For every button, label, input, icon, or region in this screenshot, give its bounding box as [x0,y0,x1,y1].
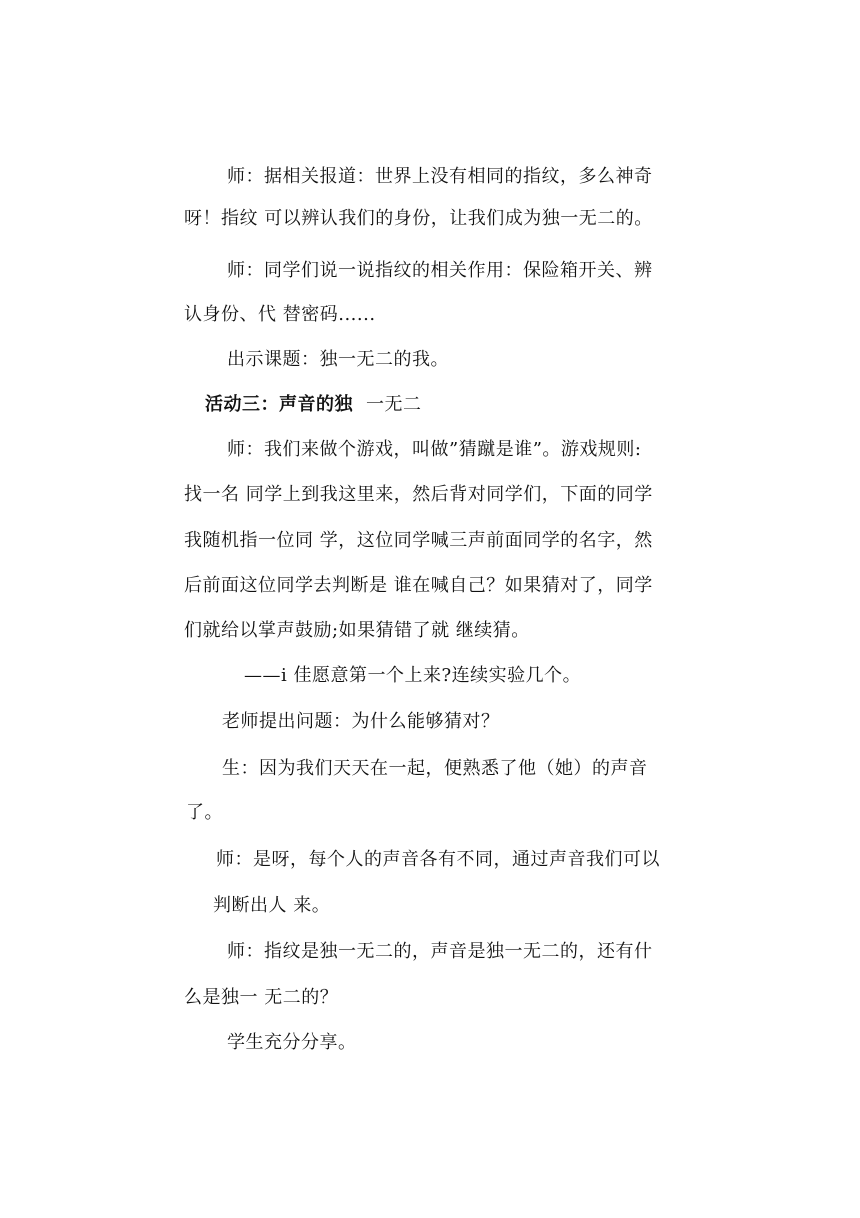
paragraph-line: 判断出人 来。 [213,895,331,916]
section-heading: 活动三：声音的独 [205,394,353,415]
paragraph-line: 师：指纹是独一无二的，声音是独一无二的，还有什 [227,941,653,962]
paragraph-line: 师：同学们说一说指纹的相关作用：保险箱开关、辨 [227,260,653,281]
paragraph-line: 生：因为我们天天在一起，便熟悉了他（她）的声音 [222,758,648,779]
paragraph-line: 么是独一 无二的？ [184,987,339,1008]
paragraph-line: 师：据相关报道：世界上没有相同的指纹，多么神奇 [227,166,653,187]
paragraph-line: 了。 [186,802,223,823]
section-heading-tail: 一无二 [366,394,422,415]
paragraph-line: 老师提出问题：为什么能够猜对？ [222,711,500,732]
paragraph-line: 我随机指一位同 学，这位同学喊三声前面同学的名字，然 [184,530,653,551]
paragraph-line: 师：我们来做个游戏，叫做”猜蹴是谁”。游戏规则: [227,439,642,460]
paragraph-line: ——i 佳愿意第一个上来?连续实验几个。 [244,665,582,686]
paragraph-line: 后前面这位同学去判断是 谁在喊自己？如果猜对了，同学 [184,575,653,596]
paragraph-line: 师：是呀，每个人的声音各有不同，通过声音我们可以 [216,849,660,870]
paragraph-line: 找一名 同学上到我这里来，然后背对同学们，下面的同学 [184,484,653,505]
paragraph-line: 学生充分分享。 [227,1032,357,1053]
paragraph-line: 出示课题：独一无二的我。 [227,349,449,370]
paragraph-line: 呀！指纹 可以辨认我们的身份，让我们成为独一无二的。 [184,208,653,229]
paragraph-line: 认身份、代 替密码...... [184,304,376,325]
paragraph-line: 们就给以掌声鼓励;如果猜错了就 继续猜。 [184,620,530,641]
